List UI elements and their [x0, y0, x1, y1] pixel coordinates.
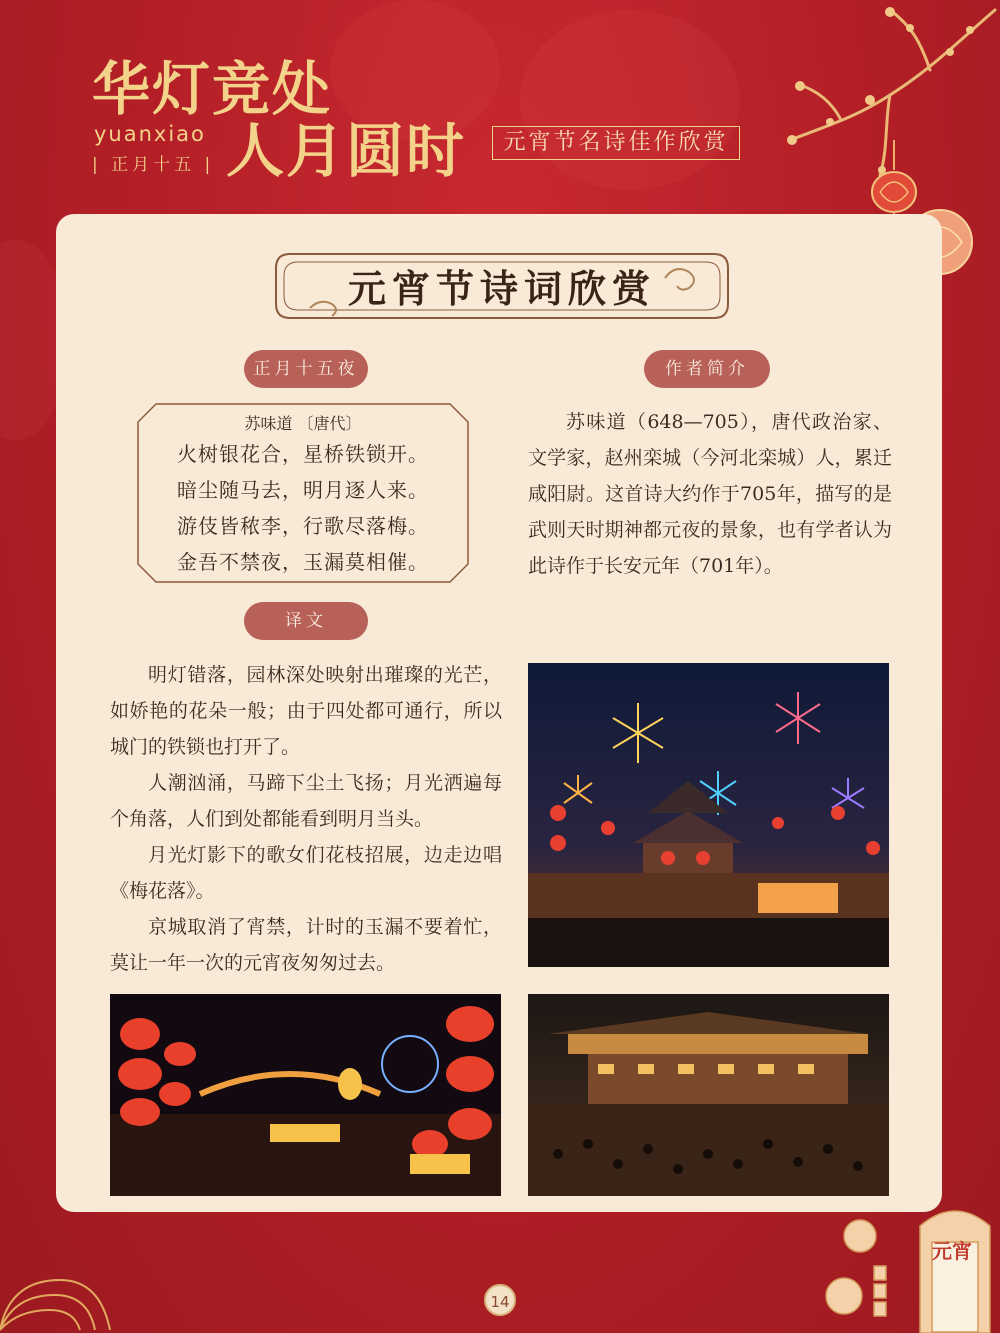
poem-line: 金吾不禁夜，玉漏莫相催。 — [177, 550, 429, 574]
poem-author: 苏味道 〔唐代〕 — [244, 414, 362, 433]
fireworks-tower-photo — [528, 663, 889, 967]
translation-paragraph: 人潮汹涌，马蹄下尘土飞扬；月光洒遍每个角落，人们到处都能看到明月当头。 — [110, 772, 502, 830]
poem-line: 火树银花合，星桥铁锁开。 — [177, 442, 429, 466]
lantern-glow-decoration — [520, 10, 740, 190]
translation-tag: 译文 — [244, 602, 368, 640]
translation-paragraph: 京城取消了宵禁，计时的玉漏不要着忙，莫让一年一次的元宵夜匆匆过去。 — [110, 916, 502, 974]
wave-pattern-icon — [0, 1240, 120, 1333]
main-title-line1: 华灯竞处 — [92, 55, 333, 123]
firecracker-lantern-decoration-icon — [820, 1196, 1000, 1333]
poem-line: 游伎皆秾李，行歌尽落梅。 — [177, 514, 429, 538]
palace-crowd-photo — [528, 994, 889, 1196]
author-bio-tag: 作者简介 — [644, 350, 770, 388]
lantern-river-photo — [110, 994, 501, 1196]
translation-paragraph: 月光灯影下的歌女们花枝招展，边走边唱《梅花落》。 — [110, 844, 502, 902]
subtitle-box: 元宵节名诗佳作欣赏 — [492, 126, 740, 160]
page-number: 14 — [484, 1284, 516, 1316]
poem-line: 暗尘随马去，明月逐人来。 — [177, 478, 429, 502]
card-title: 元宵节诗词欣赏 — [347, 266, 656, 311]
corner-sign-label: 元宵 — [932, 1239, 972, 1263]
author-bio-text: 苏味道（648—705），唐代政治家、文学家，赵州栾城（今河北栾城）人，累迁咸阳尉。这首诗大约作于705年，描写的是武则天时期神都元夜的景象，也有学者认为此诗作于长安元年（701年）。 — [528, 411, 892, 577]
poem-tag: 正月十五夜 — [244, 350, 368, 388]
date-label: | 正月十五 | — [92, 155, 215, 175]
pinyin-label: yuanxiao — [94, 122, 206, 146]
translation-paragraph: 明灯错落，园林深处映射出璀璨的光芒，如娇艳的花朵一般；由于四处都可通行，所以城门的铁锁也打开了。 — [110, 664, 502, 758]
main-title-line2: 人月圆时 — [226, 117, 467, 185]
